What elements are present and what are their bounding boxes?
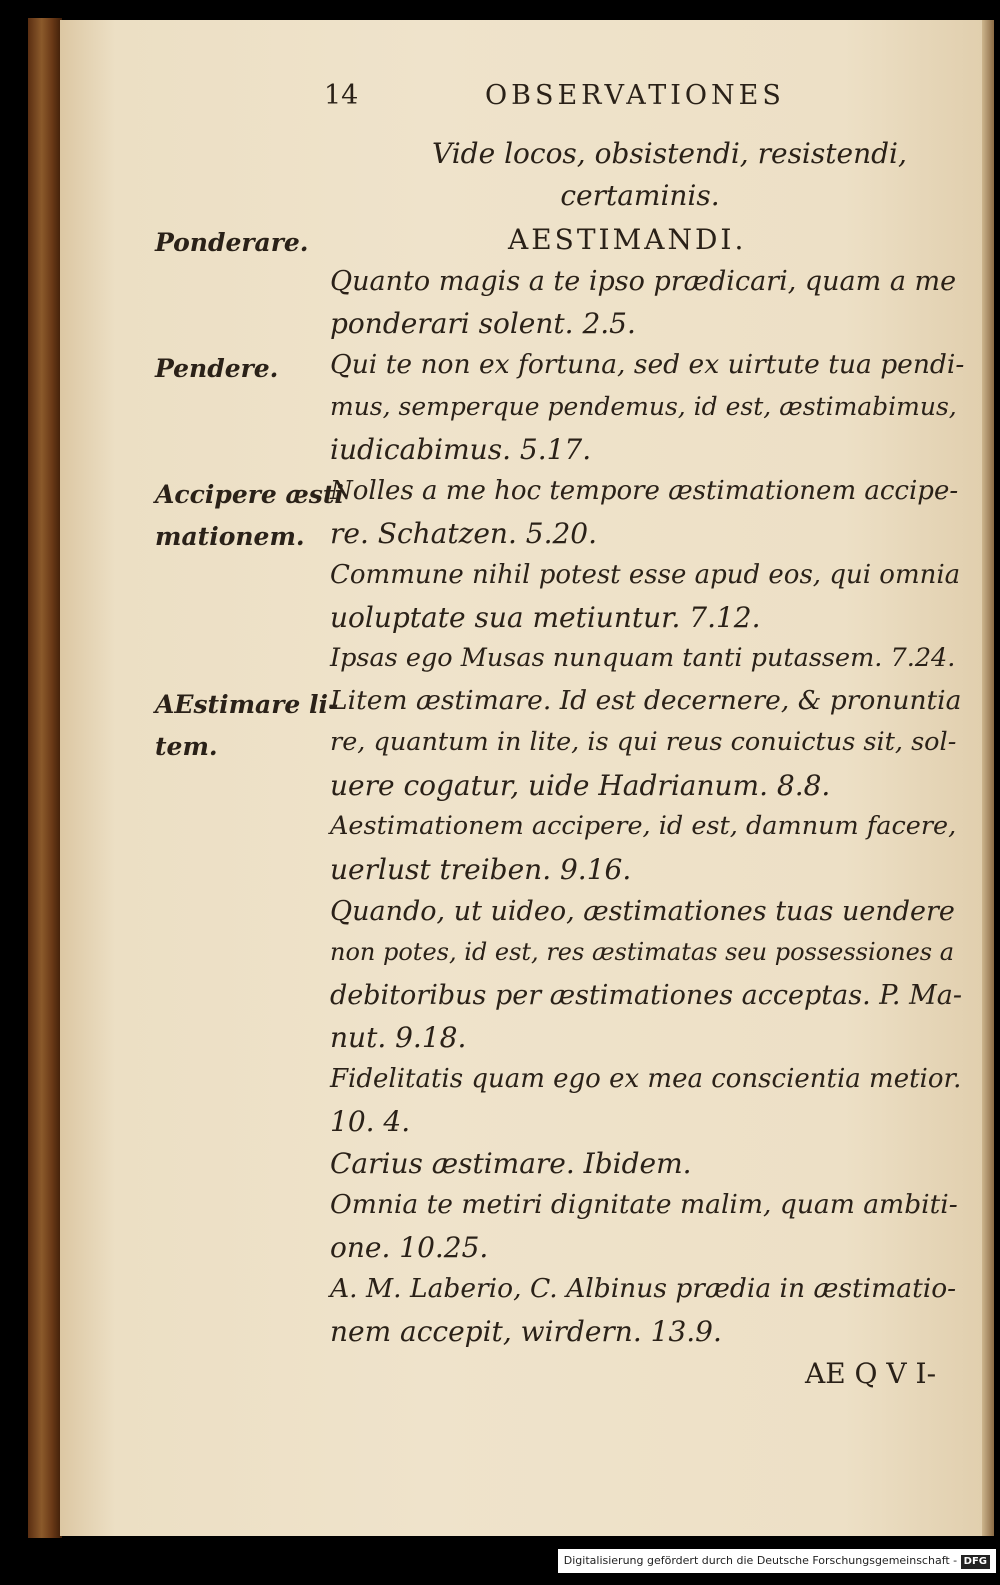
margin-note: tem. xyxy=(155,732,218,761)
margin-note: Pendere. xyxy=(155,354,279,383)
body-line: one. 10.25. xyxy=(330,1231,489,1264)
page-number: 14 xyxy=(324,80,359,111)
margin-note: Ponderare. xyxy=(155,228,309,257)
body-line: non potes, id est, res æstimatas seu possessiones a xyxy=(330,938,955,966)
margin-note: AEstimare li- xyxy=(155,690,339,719)
body-line: Omnia te metiri dignitate malim, quam ambiti- xyxy=(330,1189,958,1220)
body-line: Fidelitatis quam ego ex mea conscientia metior. xyxy=(330,1064,962,1094)
page-header xyxy=(60,80,982,120)
body-line: nem accepit, wirdern. 13.9. xyxy=(330,1315,722,1348)
body-line: Nolles a me hoc tempore æstimationem accipe- xyxy=(330,476,959,506)
body-line: nut. 9.18. xyxy=(330,1021,467,1054)
body-line: re. Schatzen. 5.20. xyxy=(330,517,597,550)
body-line: uere cogatur, uide Hadrianum. 8.8. xyxy=(330,769,831,802)
section-heading: AESTIMANDI. xyxy=(508,223,747,256)
body-line: uoluptate sua metiuntur. 7.12. xyxy=(330,601,761,634)
body-line: debitoribus per æstimationes acceptas. P. Ma- xyxy=(330,980,962,1011)
body-line: mus, semperque pendemus, id est, æstimabimus, xyxy=(330,392,957,421)
margin-note: mationem. xyxy=(155,522,305,551)
catchword: AE Q V I- xyxy=(805,1357,937,1390)
body-line: re, quantum in lite, is qui reus conuictus sit, sol- xyxy=(330,727,957,757)
body-line: A. M. Laberio, C. Albinus prædia in æstimatio- xyxy=(330,1273,957,1304)
page-edge xyxy=(982,20,994,1536)
body-line: Ipsas ego Musas nunquam tanti putassem. 7.24. xyxy=(330,643,956,673)
footer-text: Digitalisierung gefördert durch die Deutsche Forschungsgemeinschaft - xyxy=(563,1554,958,1567)
book-page xyxy=(60,20,982,1536)
body-line: Vide locos, obsistendi, resistendi, xyxy=(432,137,907,170)
dfg-logo: DFG xyxy=(961,1555,990,1569)
body-line: certaminis. xyxy=(560,179,720,212)
book-spine xyxy=(28,18,62,1538)
body-line: Quando, ut uideo, æstimationes tuas uendere xyxy=(330,896,955,927)
body-line: iudicabimus. 5.17. xyxy=(330,433,592,466)
margin-note: Accipere æsti xyxy=(155,480,344,509)
body-line: Quanto magis a te ipso prædicari, quam a me xyxy=(330,266,957,297)
digitization-footer xyxy=(558,1549,996,1573)
body-line: 10. 4. xyxy=(330,1105,411,1138)
body-line: uerlust treiben. 9.16. xyxy=(330,853,632,886)
body-line: Aestimationem accipere, id est, damnum facere, xyxy=(330,811,957,841)
body-line: Qui te non ex fortuna, sed ex uirtute tua pendi- xyxy=(330,349,965,380)
body-line: Litem æstimare. Id est decernere, & pronuntia xyxy=(330,685,962,716)
body-line: ponderari solent. 2.5. xyxy=(330,307,636,340)
body-line: Carius æstimare. Ibidem. xyxy=(330,1147,692,1180)
body-line: Commune nihil potest esse apud eos, qui omnia xyxy=(330,560,961,590)
running-title: OBSERVATIONES xyxy=(485,80,785,111)
